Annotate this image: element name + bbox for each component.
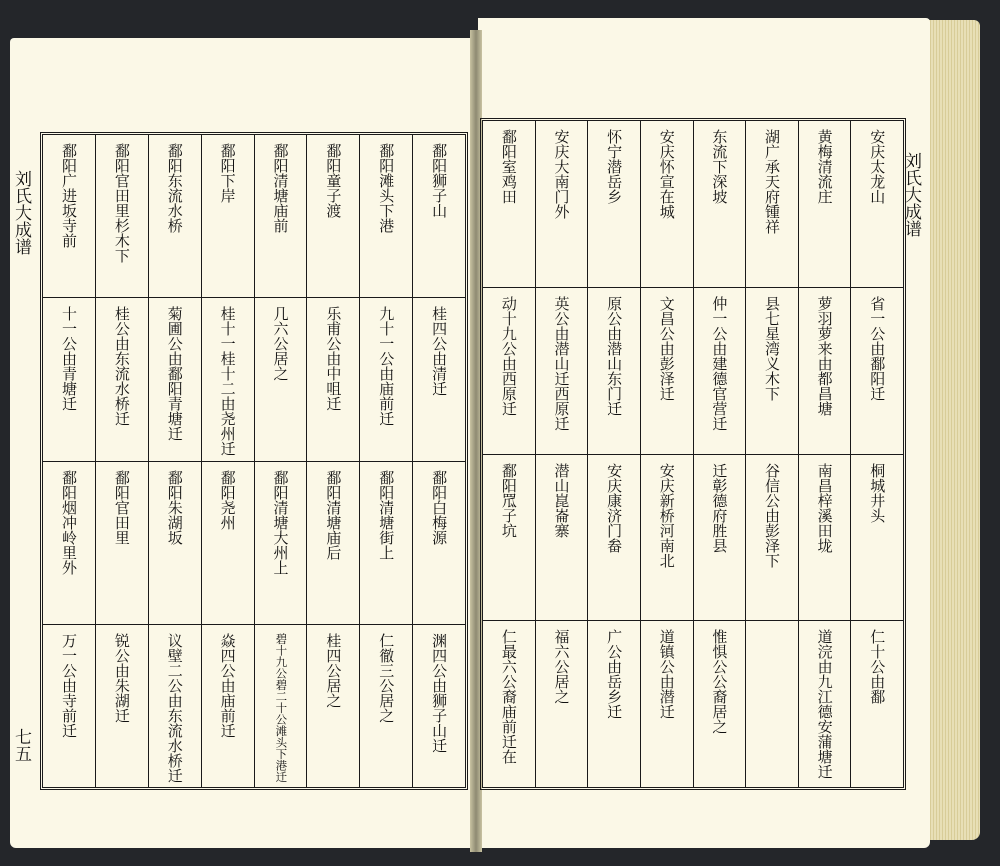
table-column: [483, 121, 535, 787]
right-table-grid: [483, 121, 903, 787]
table-cell: [413, 625, 465, 787]
cell-text: 鄱阳广进坂寺前: [59, 143, 78, 248]
table-cell: [641, 455, 693, 622]
right-genealogy-table: [480, 118, 906, 790]
cell-text: 东流下深坡: [710, 129, 729, 204]
cell-text: 桂十一桂十二由尧州迁: [218, 306, 237, 457]
table-cell: [202, 625, 254, 787]
cell-text: 安庆大南门外: [552, 129, 571, 219]
table-cell: [799, 288, 851, 455]
table-cell: [588, 455, 640, 622]
cell-text: 道镇公由潜迁: [657, 629, 676, 720]
cell-text: 菊圃公由鄱阳青塘迁: [165, 306, 184, 442]
cell-text: 焱四公由庙前迁: [218, 632, 237, 738]
cell-text: 鄱阳清塘大州上: [271, 469, 290, 575]
table-column: [43, 135, 95, 787]
table-column: [201, 135, 254, 787]
table-cell: [799, 121, 851, 288]
table-cell: [96, 462, 148, 625]
cell-text: 几六公居之: [271, 306, 290, 382]
cell-text: 仲一公由建德官营迁: [710, 295, 729, 431]
table-column: [95, 135, 148, 787]
table-cell: [746, 455, 798, 622]
cell-text: 碧十九公碧二十公滩头下港迁: [274, 632, 289, 783]
table-cell: [255, 625, 307, 787]
cell-text: 十一公由青塘迁: [59, 306, 78, 412]
cell-text: 仁十公由鄱: [868, 629, 887, 705]
cell-text: 锐公由朱湖迁: [112, 632, 131, 723]
cell-text: 鄱阳官田里杉木下: [112, 143, 131, 263]
table-column: [359, 135, 412, 787]
page-edges: [928, 20, 980, 840]
cell-text: 安庆新桥河南北: [657, 462, 676, 568]
table-cell: [149, 625, 201, 787]
table-column: [254, 135, 307, 787]
table-cell: [96, 625, 148, 787]
cell-text: 鄱阳官田里: [112, 469, 131, 545]
table-cell: [43, 298, 95, 461]
cell-text: 安庆太龙山: [868, 129, 887, 204]
table-cell: [360, 298, 412, 461]
cell-text: 道浣由九江德安蒲塘迁: [815, 629, 834, 780]
table-cell: [413, 462, 465, 625]
cell-text: 鄱阳室鸡田: [499, 129, 518, 204]
table-cell: [694, 121, 746, 288]
cell-text: 潜山崑崙寨: [552, 462, 571, 538]
left-genealogy-table: [40, 132, 468, 790]
table-cell: [43, 625, 95, 787]
table-cell: [202, 462, 254, 625]
cell-text: 仁最六公裔庙前迁在: [499, 629, 518, 765]
cell-text: 广公由岳乡迁: [605, 629, 624, 720]
table-column: [148, 135, 201, 787]
table-cell: [641, 621, 693, 787]
table-cell: [149, 462, 201, 625]
table-cell: [255, 135, 307, 298]
table-cell: [694, 621, 746, 787]
table-cell: [483, 455, 535, 622]
table-cell: [851, 288, 903, 455]
cell-text: 鄱阳烟冲岭里外: [59, 469, 78, 575]
table-cell: [360, 462, 412, 625]
cell-text: 鄱阳下岸: [218, 143, 237, 203]
cell-text: 原公由潜山东门迁: [605, 295, 624, 416]
table-cell: [536, 288, 588, 455]
table-cell: [96, 298, 148, 461]
table-cell: [746, 121, 798, 288]
cell-text: 桂四公居之: [324, 632, 343, 708]
cell-text: 鄱阳滩头下港: [377, 143, 396, 233]
cell-text: 怀宁潜岳乡: [605, 129, 624, 204]
table-cell: [641, 288, 693, 455]
table-cell: [360, 135, 412, 298]
table-cell: [746, 288, 798, 455]
table-cell: [641, 121, 693, 288]
table-cell: [307, 462, 359, 625]
cell-text: 萝羽萝来由都昌塘: [815, 295, 834, 416]
cell-text: 南昌梓溪田垅: [815, 462, 834, 553]
table-cell: [588, 288, 640, 455]
cell-text: 九十一公由庙前迁: [377, 306, 396, 427]
book-title-right: 刘氏大成谱: [901, 152, 921, 237]
table-cell: [255, 462, 307, 625]
table-cell: [307, 135, 359, 298]
cell-text: 湖广承天府锺祥: [762, 129, 781, 234]
table-cell: [799, 621, 851, 787]
table-cell: [588, 621, 640, 787]
cell-text: 迁彰德府胜县: [710, 462, 729, 553]
table-column: [412, 135, 465, 787]
table-column: [850, 121, 903, 787]
table-column: [587, 121, 640, 787]
cell-text: 安庆怀宣在城: [657, 129, 676, 219]
table-cell: [746, 621, 798, 787]
table-cell: [307, 298, 359, 461]
cell-text: 黄梅清流庄: [815, 129, 834, 204]
table-column: [745, 121, 798, 787]
table-cell: [483, 621, 535, 787]
table-column: [306, 135, 359, 787]
cell-text: 鄱阳尧州: [218, 469, 237, 530]
table-cell: [536, 455, 588, 622]
cell-text: 英公由潜山迁西原迁: [552, 295, 571, 431]
cell-text: 鄱阳东流水桥: [165, 143, 184, 233]
table-cell: [149, 298, 201, 461]
cell-text: 桐城井头: [868, 462, 887, 523]
cell-text: 文昌公由彭泽迁: [657, 295, 676, 401]
table-cell: [536, 121, 588, 288]
cell-text: 鄱阳清塘街上: [377, 469, 396, 560]
page-number: 七五: [11, 728, 31, 762]
cell-text: 渊四公由狮子山迁: [430, 632, 449, 753]
cell-text: 桂四公由清迁: [430, 306, 449, 397]
table-column: [535, 121, 588, 787]
table-cell: [536, 621, 588, 787]
table-cell: [413, 298, 465, 461]
table-cell: [851, 455, 903, 622]
book-title-left: 刘氏大成谱: [11, 170, 31, 255]
cell-text: 议壁二公由东流水桥迁: [165, 632, 184, 783]
table-cell: [360, 625, 412, 787]
table-cell: [43, 462, 95, 625]
cell-text: 鄱阳白梅源: [430, 469, 449, 545]
table-cell: [483, 288, 535, 455]
table-cell: [851, 621, 903, 787]
table-cell: [483, 121, 535, 288]
cell-text: 鄱阳清塘庙后: [324, 469, 343, 560]
cell-text: 动十九公由西原迁: [499, 295, 518, 416]
cell-text: 鄱阳朱湖坂: [165, 469, 184, 545]
cell-text: 惟惧公公裔居之: [710, 629, 729, 735]
table-cell: [799, 455, 851, 622]
cell-text: 省一公由鄱阳迁: [868, 295, 887, 401]
table-cell: [202, 298, 254, 461]
cell-text: 乐甫公由中咀迁: [324, 306, 343, 412]
table-cell: [307, 625, 359, 787]
table-cell: [694, 288, 746, 455]
table-cell: [694, 455, 746, 622]
cell-text: 鄱阳清塘庙前: [271, 143, 290, 233]
cell-text: 福六公居之: [552, 629, 571, 705]
cell-text: 安庆康济门畚: [605, 462, 624, 553]
cell-text: 仁徹三公居之: [377, 632, 396, 723]
table-cell: [149, 135, 201, 298]
table-cell: [96, 135, 148, 298]
cell-text: 万一公由寺前迁: [59, 632, 78, 738]
left-table-grid: [43, 135, 465, 787]
table-column: [693, 121, 746, 787]
table-cell: [851, 121, 903, 288]
table-column: [798, 121, 851, 787]
cell-text: 鄱阳童子渡: [324, 143, 343, 218]
table-cell: [43, 135, 95, 298]
table-cell: [255, 298, 307, 461]
cell-text: 县七星湾义木下: [762, 295, 781, 401]
table-column: [640, 121, 693, 787]
cell-text: 鄱阳狮子山: [430, 143, 449, 218]
table-cell: [413, 135, 465, 298]
cell-text: 桂公由东流水桥迁: [112, 306, 131, 427]
cell-text: 鄱阳罛子坑: [499, 462, 518, 538]
table-cell: [202, 135, 254, 298]
cell-text: 谷信公由彭泽下: [762, 462, 781, 568]
table-cell: [588, 121, 640, 288]
